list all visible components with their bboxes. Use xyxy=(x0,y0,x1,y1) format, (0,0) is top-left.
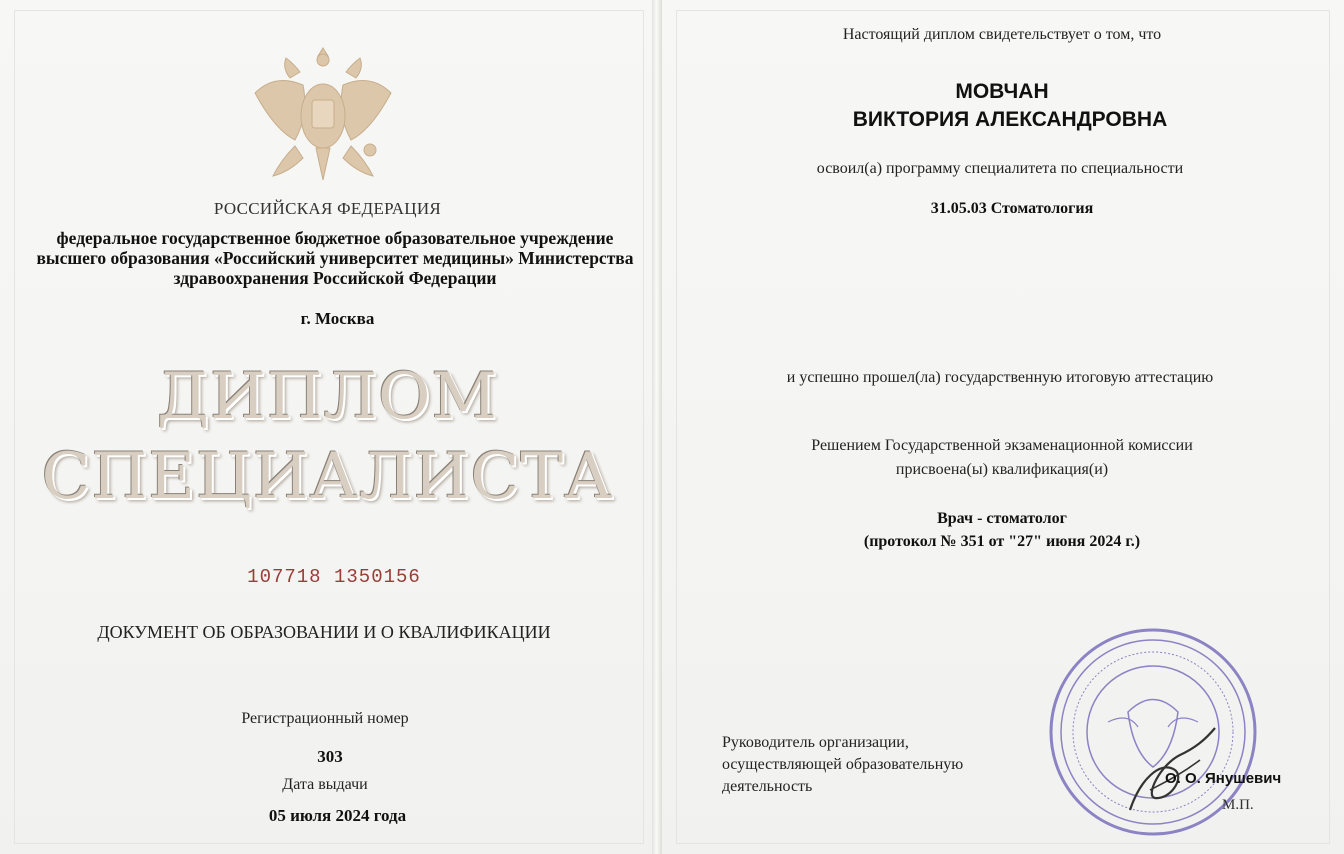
qualification: Врач - стоматолог xyxy=(937,510,1067,527)
institution-line-1: федеральное государственное бюджетное образовательное учреждение xyxy=(56,228,614,248)
qualification-assigned: присвоена(ы) квалификация(и) xyxy=(895,461,1109,478)
signer-name: О. О. Янушевич xyxy=(1165,770,1282,787)
commission-decision: Решением Государственной экзаменационной комиссии xyxy=(811,437,1193,454)
double-headed-eagle-icon xyxy=(250,38,396,188)
head-role-line-1: Руководитель организации, xyxy=(722,734,909,751)
program-statement: освоил(а) программу специалитета по специальности xyxy=(816,160,1184,177)
attestation-statement: и успешно прошел(ла) государственную итоговую аттестацию xyxy=(786,369,1214,386)
document-type: ДОКУМЕНТ ОБ ОБРАЗОВАНИИ И О КВАЛИФИКАЦИИ xyxy=(97,622,551,642)
holder-surname: МОВЧАН xyxy=(955,80,1049,103)
head-role-line-3: деятельность xyxy=(722,778,813,795)
institution-line-3: здравоохранения Российской Федерации xyxy=(173,268,497,288)
serial-number: 107718 1350156 xyxy=(247,566,421,588)
head-role-line-2: осуществляющей образовательную xyxy=(722,756,964,773)
issue-date: 05 июля 2024 года xyxy=(268,806,407,825)
diploma-title-line-1: ДИПЛОМ xyxy=(156,360,499,434)
holder-given-names: ВИКТОРИЯ АЛЕКСАНДРОВНА xyxy=(852,108,1168,131)
diploma-title-line-2: СПЕЦИАЛИСТА xyxy=(41,440,614,514)
registration-label: Регистрационный номер xyxy=(241,710,409,727)
certifies-text: Настоящий диплом свидетельствует о том, что xyxy=(842,26,1162,43)
protocol-reference: (протокол № 351 от "27" июня 2024 г.) xyxy=(863,533,1141,550)
specialty: 31.05.03 Стоматология xyxy=(930,200,1094,217)
head-of-organization-role xyxy=(722,732,1022,798)
country-title: РОССИЙСКАЯ ФЕДЕРАЦИЯ xyxy=(213,199,442,218)
city: г. Москва xyxy=(300,309,375,328)
issue-date-label: Дата выдачи xyxy=(282,776,368,793)
seal-mark: М.П. xyxy=(1222,797,1254,813)
institution-name xyxy=(15,228,655,288)
institution-line-2: высшего образования «Российский университет медицины» Министерства xyxy=(36,248,634,268)
registration-number: 303 xyxy=(317,747,343,766)
